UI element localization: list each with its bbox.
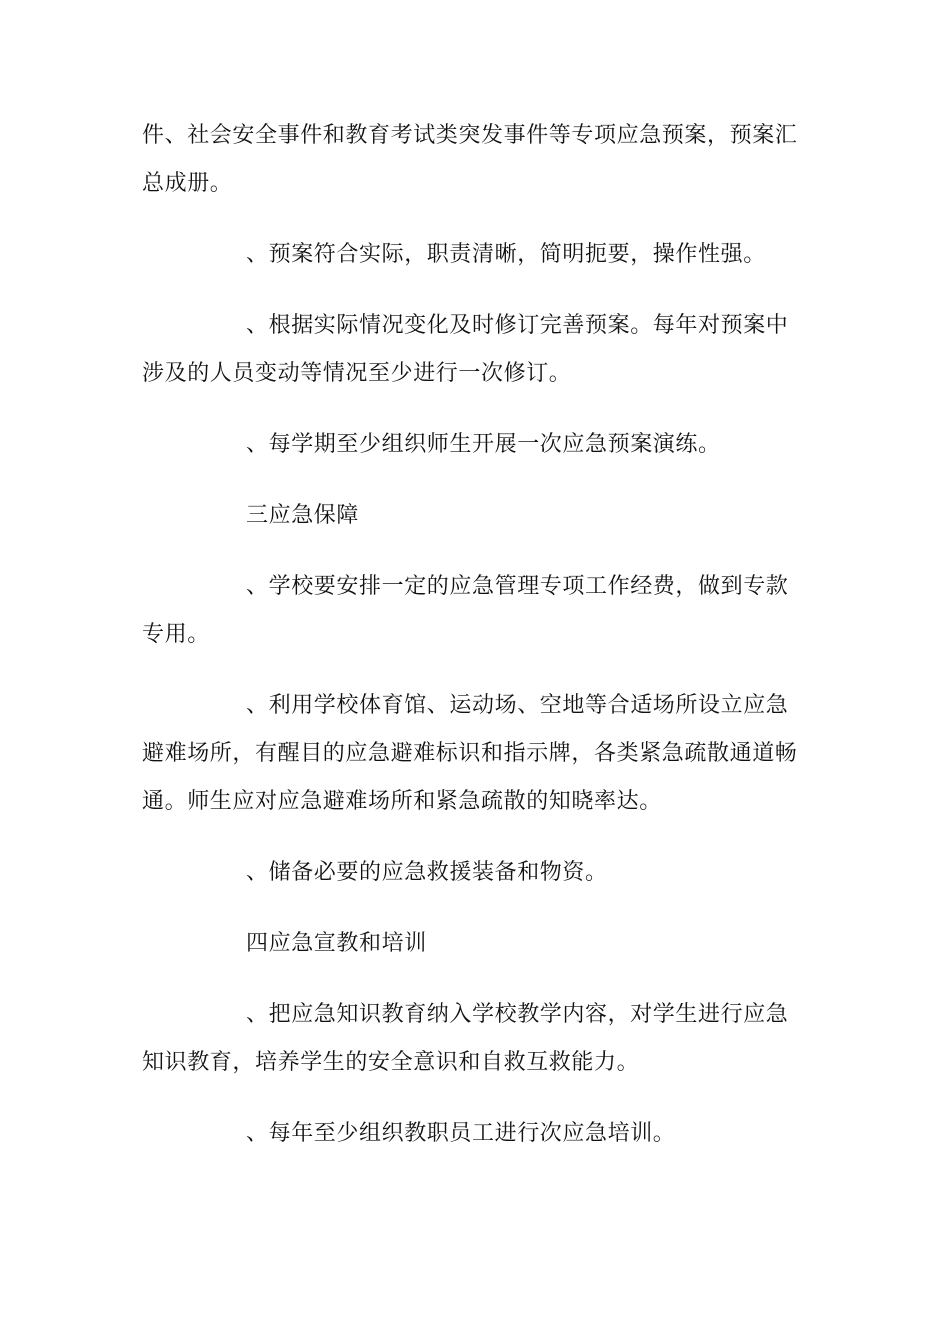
paragraph-support-funding: 、学校要安排一定的应急管理专项工作经费，做到专款专用。: [142, 574, 789, 647]
paragraph-plan-practical: 、预案符合实际，职责清晰，简明扼要，操作性强。: [246, 242, 766, 267]
section-heading-education-training: 四应急宣教和培训: [246, 931, 427, 956]
paragraph-training-curriculum: 、把应急知识教育纳入学校教学内容，对学生进行应急知识教育，培养学生的安全意识和自救互救能力。: [142, 1002, 789, 1075]
paragraph-plan-revision: 、根据实际情况变化及时修订完善预案。每年对预案中涉及的人员变动等情况至少进行一次修订。: [142, 313, 789, 386]
document-body: [142, 112, 810, 1181]
paragraph-plan-drill: 、每学期至少组织师生开展一次应急预案演练。: [246, 432, 721, 457]
paragraph-training-staff: 、每年至少组织教职员工进行次应急培训。: [246, 1121, 676, 1146]
paragraph-plan-continuation: 件、社会安全事件和教育考试类突发事件等专项应急预案，预案汇总成册。: [142, 123, 798, 196]
paragraph-support-equipment: 、储备必要的应急救援装备和物资。: [246, 860, 608, 885]
paragraph-support-shelter: 、利用学校体育馆、运动场、空地等合适场所设立应急避难场所，有醒目的应急避难标识和指示牌，各类紧急疏散通道畅通。师生应对应急避难场所和紧急疏散的知晓率达。: [142, 693, 798, 814]
section-heading-emergency-support: 三应急保障: [246, 503, 360, 528]
